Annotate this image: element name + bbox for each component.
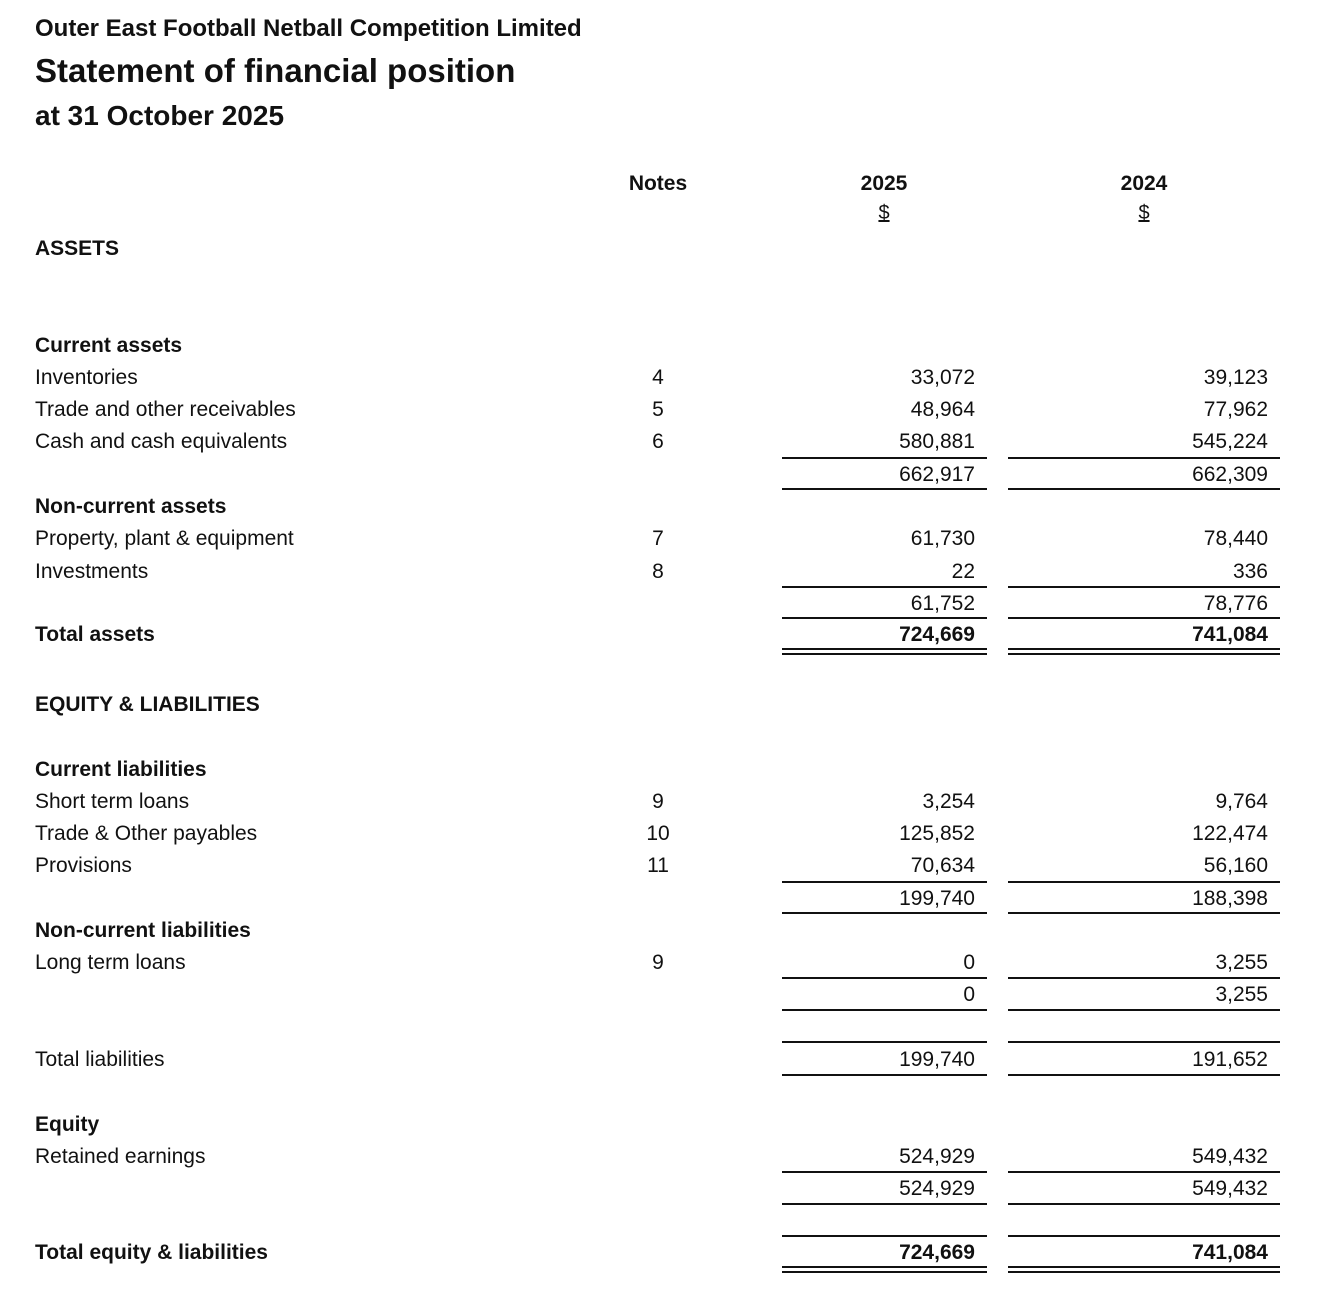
cash-label: Cash and cash equivalents — [35, 430, 288, 453]
payables-label: Trade & Other payables — [35, 822, 258, 845]
total-equity-liabilities-2024: 741,084 — [1192, 1241, 1268, 1264]
organisation-name: Outer East Football Netball Competition Limited — [35, 15, 582, 42]
total-rule — [782, 1074, 987, 1076]
investments-note: 8 — [652, 560, 664, 583]
total-liabilities-label: Total liabilities — [35, 1048, 165, 1071]
total-rule — [1008, 488, 1280, 490]
grand-total-double-rule — [782, 1266, 987, 1273]
short-term-loans-label: Short term loans — [35, 790, 190, 813]
current-assets-total-2024: 662,309 — [1192, 463, 1268, 486]
short-term-loans-note: 9 — [652, 790, 664, 813]
subtotal-rule — [782, 586, 987, 588]
total-equity-liabilities-label: Total equity & liabilities — [35, 1241, 268, 1264]
investments-2025: 22 — [951, 560, 975, 583]
total-assets-2025: 724,669 — [899, 623, 975, 646]
non-current-liabilities-total-2024: 3,255 — [1215, 983, 1268, 1006]
currency-2024-label: $ — [1138, 202, 1150, 224]
total-liabilities-2025: 199,740 — [899, 1048, 975, 1071]
current-assets-total-2025: 662,917 — [899, 463, 975, 486]
subtotal-rule — [782, 1171, 987, 1173]
provisions-2025: 70,634 — [910, 854, 975, 877]
total-equity-liabilities-2025: 724,669 — [899, 1241, 975, 1264]
provisions-2024: 56,160 — [1203, 854, 1268, 877]
year-2024-column-header: 2024 — [1120, 172, 1168, 195]
payables-note: 10 — [646, 822, 670, 845]
long-term-loans-note: 9 — [652, 951, 664, 974]
current-liabilities-heading: Current liabilities — [35, 758, 207, 781]
payables-2025: 125,852 — [899, 822, 975, 845]
retained-earnings-2024: 549,432 — [1192, 1145, 1268, 1168]
short-term-loans-2024: 9,764 — [1215, 790, 1268, 813]
payables-2024: 122,474 — [1192, 822, 1268, 845]
investments-2024: 336 — [1232, 560, 1268, 583]
subtotal-rule — [1008, 457, 1280, 459]
subtotal-rule — [1008, 977, 1280, 979]
ppe-note: 7 — [652, 527, 664, 550]
total-rule — [782, 488, 987, 490]
ppe-2024: 78,440 — [1203, 527, 1268, 550]
total-rule — [1008, 1009, 1280, 1011]
provisions-note: 11 — [647, 854, 669, 877]
long-term-loans-label: Long term loans — [35, 951, 186, 974]
receivables-2024: 77,962 — [1203, 398, 1268, 421]
receivables-2025: 48,964 — [910, 398, 975, 421]
grand-total-double-rule — [1008, 1266, 1280, 1273]
inventories-2025: 33,072 — [910, 366, 975, 389]
cash-2024: 545,224 — [1192, 430, 1268, 453]
ppe-2025: 61,730 — [910, 527, 975, 550]
cash-note: 6 — [652, 430, 664, 453]
cash-2025: 580,881 — [899, 430, 975, 453]
total-rule — [1008, 1074, 1280, 1076]
total-liabilities-2024: 191,652 — [1192, 1048, 1268, 1071]
investments-label: Investments — [35, 560, 149, 583]
short-term-loans-2025: 3,254 — [922, 790, 975, 813]
statement-title: Statement of financial position — [35, 52, 516, 89]
equity-total-2024: 549,432 — [1192, 1177, 1268, 1200]
provisions-label: Provisions — [35, 854, 132, 877]
total-rule — [782, 617, 987, 619]
non-current-assets-total-2024: 78,776 — [1203, 592, 1268, 615]
grand-total-double-rule — [1008, 648, 1280, 655]
ppe-label: Property, plant & equipment — [35, 527, 294, 550]
retained-earnings-2025: 524,929 — [899, 1145, 975, 1168]
notes-column-header: Notes — [628, 172, 688, 195]
receivables-note: 5 — [652, 398, 664, 421]
inventories-2024: 39,123 — [1203, 366, 1268, 389]
total-rule — [782, 912, 987, 914]
total-assets-label: Total assets — [35, 623, 155, 646]
current-liabilities-total-2025: 199,740 — [899, 887, 975, 910]
non-current-assets-total-2025: 61,752 — [910, 592, 975, 615]
subtotal-rule — [1008, 1041, 1280, 1043]
current-liabilities-total-2024: 188,398 — [1192, 887, 1268, 910]
non-current-liabilities-total-2025: 0 — [963, 983, 975, 1006]
non-current-liabilities-heading: Non-current liabilities — [35, 919, 251, 942]
inventories-note: 4 — [652, 366, 664, 389]
non-current-assets-heading: Non-current assets — [35, 495, 227, 518]
statement-date: at 31 October 2025 — [35, 100, 285, 131]
currency-2025-label: $ — [878, 202, 890, 224]
long-term-loans-2025: 0 — [963, 951, 975, 974]
total-rule — [782, 1009, 987, 1011]
inventories-label: Inventories — [35, 366, 138, 389]
total-rule — [1008, 912, 1280, 914]
subtotal-rule — [782, 1235, 987, 1237]
total-rule — [1008, 617, 1280, 619]
total-assets-2024: 741,084 — [1192, 623, 1268, 646]
year-2025-column-header: 2025 — [860, 172, 908, 195]
retained-earnings-label: Retained earnings — [35, 1145, 206, 1168]
total-rule — [782, 1203, 987, 1205]
equity-liabilities-heading: EQUITY & LIABILITIES — [35, 693, 260, 716]
subtotal-rule — [1008, 881, 1280, 883]
subtotal-rule — [782, 1041, 987, 1043]
subtotal-rule — [1008, 1171, 1280, 1173]
current-assets-heading: Current assets — [35, 334, 183, 357]
equity-total-2025: 524,929 — [899, 1177, 975, 1200]
subtotal-rule — [782, 881, 987, 883]
grand-total-double-rule — [782, 648, 987, 655]
subtotal-rule — [1008, 1235, 1280, 1237]
equity-heading: Equity — [35, 1113, 100, 1136]
receivables-label: Trade and other receivables — [35, 398, 296, 421]
subtotal-rule — [782, 977, 987, 979]
subtotal-rule — [782, 457, 987, 459]
long-term-loans-2024: 3,255 — [1215, 951, 1268, 974]
total-rule — [1008, 1203, 1280, 1205]
assets-heading: ASSETS — [35, 237, 120, 260]
subtotal-rule — [1008, 586, 1280, 588]
